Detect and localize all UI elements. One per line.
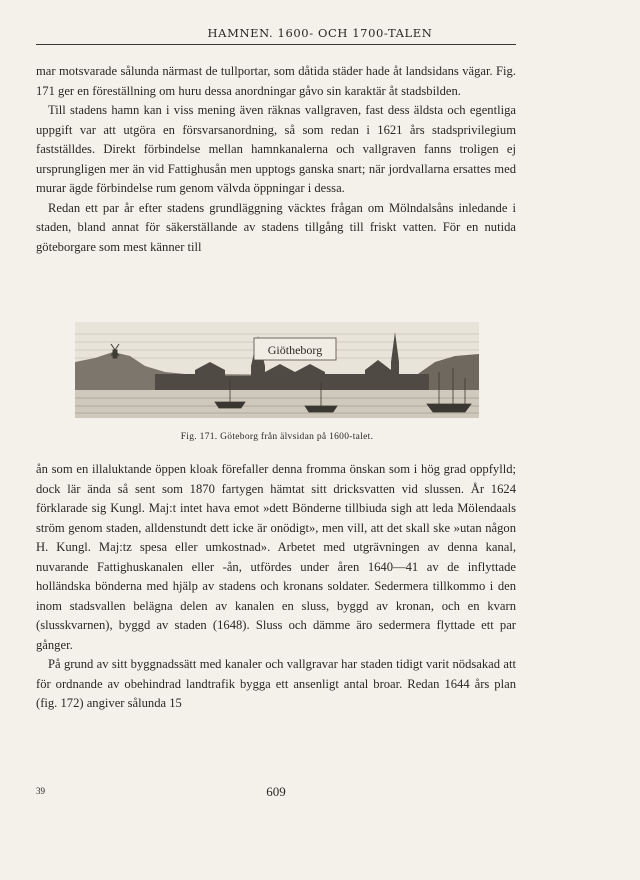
paragraph: Redan ett par år efter stadens grundläggning väcktes frågan om Mölndalsåns inledande i staden, bland annat för säkerställande av stadens tillgång till friskt vatten. För en nutida göteborgare som mest känner till [36, 200, 516, 254]
running-head: HAMNEN. 1600- OCH 1700-TALEN [207, 26, 433, 40]
paragraph: Till stadens hamn kan i viss mening även räknas vallgraven, fast dess äldsta och egentliga uppgift var att utgöra en försvarsanordning, så som redan i 1621 års stadsprivilegium fastställdes. Direkt förbindelse mellan hamnkanalerna och vallgraven fanns troligen ej ursprungligen mer än vid Fattighusån men upptogs ganska snart; när jordvallarna ersattes med murar ägde förbindelse rum genom välvda öppningar i dessa. [36, 103, 516, 195]
text-block-top [36, 62, 516, 257]
header-rule [36, 44, 516, 45]
paragraph: På grund av sitt byggnadssätt med kanaler och vallgravar har staden tidigt varit nödsakad att för ordnande av obehindrad landtrafik bygga ett ansenligt antal broar. Redan 1644 års plan (fig. 172) angiver sålunda 15 [36, 657, 516, 710]
figure-caption: Fig. 171. Göteborg från älvsidan på 1600-talet. [180, 432, 374, 442]
signature-mark: 39 [36, 786, 45, 796]
paragraph: mar motsvarade sålunda närmast de tullportar, som dåtida städer hade åt landsidans vägar. Fig. 171 ger en föreställning om huru dessa anordningar gåvo sin karaktär åt stadsbilden. [36, 64, 516, 98]
engraving-goteborg [75, 322, 479, 418]
river [75, 390, 479, 418]
inscription: Giötheborg [267, 343, 323, 357]
paragraph: ån som en illaluktande öppen kloak förefaller denna fromma önskan som i hög grad oppfylld; dock lär ända så sent som 1870 fartygen hämtat sitt dricksvatten vid slussen. År 1624 förklarade sig Kungl. Maj:t intet hava emot »dett Bönderne tillbiuda sigh att leda Mölendaals ström genom staden, alldenstundt dett icke är onödigt», men vill, att det skall ske »utan någon H. Kungl. Maj:tz spesa eller umkostnad». Arbetet med utgrävningen av denna kanal, nuvarande Fattighuskanalen eller -ån, utfördes under åren 1640—41 av de inflyttade holländska bönderna med hjälp av stadens och kronans soldater. Sedermera tillkommo i den inom stadsvallen belägna delen av kanalen en sluss, byggd av kronan, och en kvarn (slusskvarnen), byggd av staden (1648). Sluss och dämme äro sedermera flyttade ett par gånger. [36, 462, 516, 652]
page-number: 609 [266, 784, 286, 799]
text-block-bottom [36, 460, 516, 714]
city-view-illustration [75, 322, 479, 418]
